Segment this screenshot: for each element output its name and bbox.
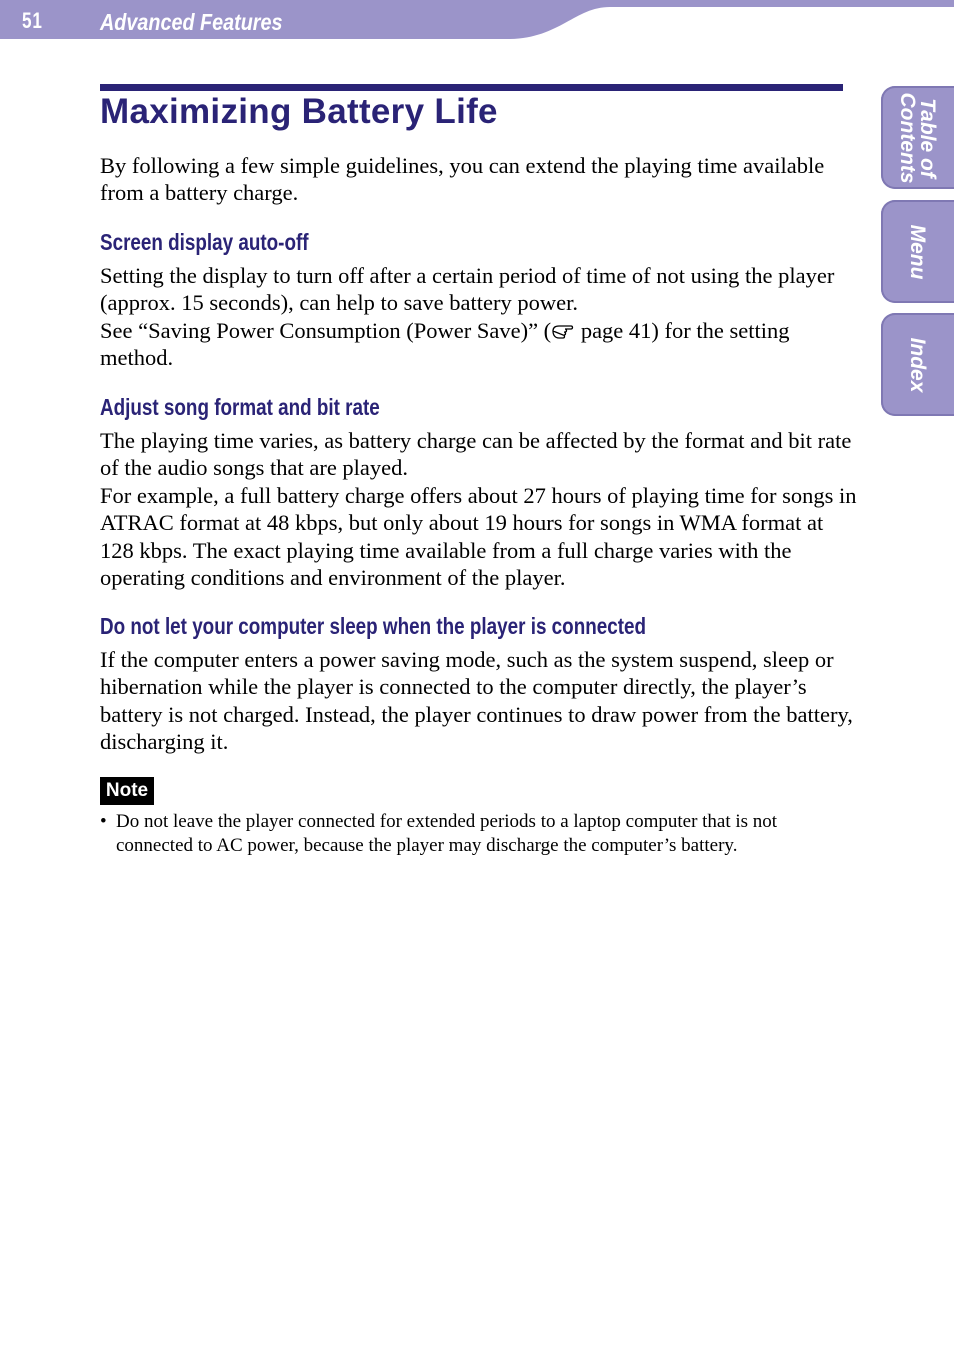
heading-computer-sleep: Do not let your computer sleep when the player is connected [100,613,647,639]
paragraph-computer-sleep: If the computer enters a power saving mode, such as the system suspend, sleep or hibernation while the player is connected to the computer directly, the player’s battery is not charged. Instead, the player continues to draw power from the battery, discharging it. [100,647,853,755]
reference-text-before: See “Saving Power Consumption (Power Save)” ( [100,318,552,343]
tab-menu[interactable] [881,200,954,303]
pointing-hand-icon[interactable] [551,322,575,340]
tab-table-of-contents[interactable] [881,86,954,189]
tab-label-table-of-contents: Table of Contents [896,92,939,183]
paragraph-song-format-2: For example, a full battery charge offers about 27 hours of playing time for songs in ATRAC format at 48 kbps, but only about 19 hours for songs in WMA format at 128 kbps. The exact playing time available from a full charge varies with the operating conditions and environment of the player. [100,483,857,591]
note-bullet: • [100,811,107,832]
reference-paragraph [100,317,860,372]
heading-song-format: Adjust song format and bit rate [100,394,380,420]
page-title: Maximizing Battery Life [100,92,498,131]
reference-text-after: page 41) for the setting method. [100,318,790,371]
title-rule [100,84,843,91]
page-number: 51 [22,8,43,33]
heading-screen-auto-off: Screen display auto-off [100,229,309,255]
tab-label-index: Index [906,337,929,392]
note-badge: Note [100,777,154,805]
intro-paragraph: By following a few simple guidelines, you can extend the playing time available from a battery charge. [100,153,825,206]
note-text: Do not leave the player connected for extended periods to a laptop computer that is not connected to AC power, because the player may discharge the computer’s battery. [116,811,778,856]
tab-label-menu: Menu [906,224,929,279]
section-title: Advanced Features [100,9,283,35]
tab-index[interactable] [881,313,954,416]
paragraph-screen-auto-off: Setting the display to turn off after a certain period of time of not using the player (approx. 15 seconds), can help to save battery power. [100,263,835,316]
paragraph-song-format-1: The playing time varies, as battery charge can be affected by the format and bit rate of the audio songs that are played. [100,428,852,481]
